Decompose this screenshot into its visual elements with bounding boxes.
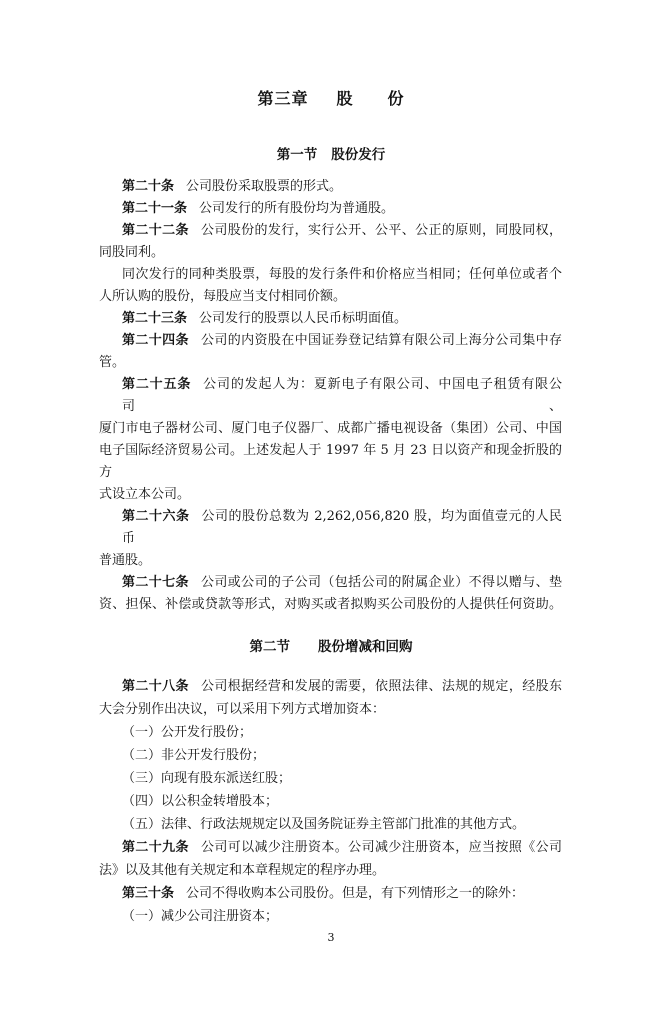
text-line — [99, 440, 562, 484]
text-line — [99, 836, 562, 859]
article-number: 第二十条 — [122, 179, 175, 194]
article-text: （五）法律、行政法规规定以及国务院证券主管部门批准的其他方式。 — [122, 817, 526, 832]
text-line — [99, 698, 562, 721]
chapter-heading — [0, 89, 662, 109]
article-text: 资、担保、补偿或贷款等形式，对购买或者拟购买公司股份的人提供任何资助。 — [99, 597, 562, 612]
article-text: 公司的内资股在中国证券登记结算有限公司上海分公司集中存 — [200, 333, 562, 348]
article-text: （一）减少公司注册资本； — [122, 909, 279, 924]
text-line — [99, 242, 562, 264]
section-label: 第一节 — [276, 147, 318, 163]
article-text: 普通股。 — [99, 553, 152, 568]
text-line — [99, 790, 562, 813]
text-line — [99, 176, 562, 198]
text-line — [99, 859, 562, 882]
article-number: 第二十四条 — [122, 333, 189, 348]
article-text: （四）以公积金转增股本； — [122, 794, 279, 809]
article-text: 同股同利。 — [99, 245, 165, 260]
article-text: 厦门市电子器材公司、厦门电子仪器厂、成都广播电视设备（集团）公司、中国 — [99, 421, 562, 436]
article-text: 公司的发起人为：夏新电子有限公司、中国电子租赁有限公司、 — [122, 377, 562, 414]
text-line — [99, 905, 562, 928]
article-number: 第二十三条 — [122, 311, 188, 326]
article-text: 法》以及其他有关规定和本章程规定的程序办理。 — [99, 863, 386, 878]
text-line — [99, 572, 562, 594]
document-page — [0, 89, 662, 946]
article-number: 第二十六条 — [122, 509, 190, 524]
chapter-label: 第三章 — [257, 89, 309, 108]
section-heading-2 — [0, 637, 662, 657]
text-line — [99, 198, 562, 220]
article-text: 大会分别作出决议，可以采用下列方式增加资本： — [99, 702, 386, 717]
text-line — [99, 484, 562, 506]
text-line — [99, 330, 562, 352]
text-line — [99, 506, 562, 550]
text-line — [99, 744, 562, 767]
article-text: 公司股份采取股票的形式。 — [186, 179, 343, 194]
article-text: 公司根据经营和发展的需要，依照法律、法规的规定，经股东 — [200, 679, 562, 694]
text-line — [99, 813, 562, 836]
text-line — [99, 418, 562, 440]
article-text: 公司发行的所有股份均为普通股。 — [199, 201, 395, 216]
article-text: 公司股份的发行，实行公开、公平、公正的原则，同股同权， — [200, 223, 562, 238]
section-title: 股份发行 — [331, 147, 386, 163]
chapter-title: 股 份 — [336, 89, 405, 108]
article-text: （二）非公开发行股份； — [122, 748, 266, 763]
text-line — [99, 352, 562, 374]
article-text: 电子国际经济贸易公司。上述发起人于 1997 年 5 月 23 日以资产和现金折股的方 — [99, 443, 562, 480]
text-line — [99, 308, 562, 330]
text-line — [99, 550, 562, 572]
text-line — [99, 374, 562, 418]
article-text: 同次发行的同种类股票，每股的发行条件和价格应当相同；任何单位或者个 — [122, 267, 562, 282]
section-label: 第二节 — [249, 639, 290, 655]
article-text: 公司不得收购本公司股份。但是，有下列情形之一的除外： — [186, 886, 525, 901]
text-line — [99, 767, 562, 790]
article-text: 管。 — [99, 355, 126, 370]
article-number: 第二十八条 — [122, 679, 189, 694]
section-title: 股份增减和回购 — [318, 639, 413, 655]
section-2-body — [0, 675, 662, 928]
article-number: 第三十条 — [122, 886, 175, 901]
section-heading-1 — [0, 145, 662, 165]
article-number: 第二十一条 — [122, 201, 188, 216]
article-number: 第二十二条 — [122, 223, 189, 238]
article-text: 式设立本公司。 — [99, 487, 191, 502]
text-line — [99, 882, 562, 905]
article-number: 第二十五条 — [122, 377, 192, 392]
text-line — [99, 220, 562, 242]
article-number: 第二十九条 — [122, 840, 189, 855]
text-line — [99, 594, 562, 616]
article-text: 公司可以减少注册资本。公司减少注册资本，应当按照《公司 — [200, 840, 562, 855]
text-line — [99, 721, 562, 744]
text-line — [99, 264, 562, 286]
article-text: （三）向现有股东派送红股； — [122, 771, 292, 786]
article-number: 第二十七条 — [122, 575, 189, 590]
article-text: 公司的股份总数为 2,262,056,820 股，均为面值壹元的人民币 — [122, 509, 562, 546]
article-text: （一）公开发行股份； — [122, 725, 253, 740]
article-text: 公司或公司的子公司（包括公司的附属企业）不得以赠与、垫 — [200, 575, 562, 590]
article-text: 公司发行的股票以人民币标明面值。 — [199, 311, 408, 326]
text-line — [99, 675, 562, 698]
text-line — [99, 286, 562, 308]
section-1-body — [0, 176, 662, 616]
page-number: 3 — [327, 931, 335, 944]
article-text: 人所认购的股份，每股应当支付相同价额。 — [99, 289, 347, 304]
